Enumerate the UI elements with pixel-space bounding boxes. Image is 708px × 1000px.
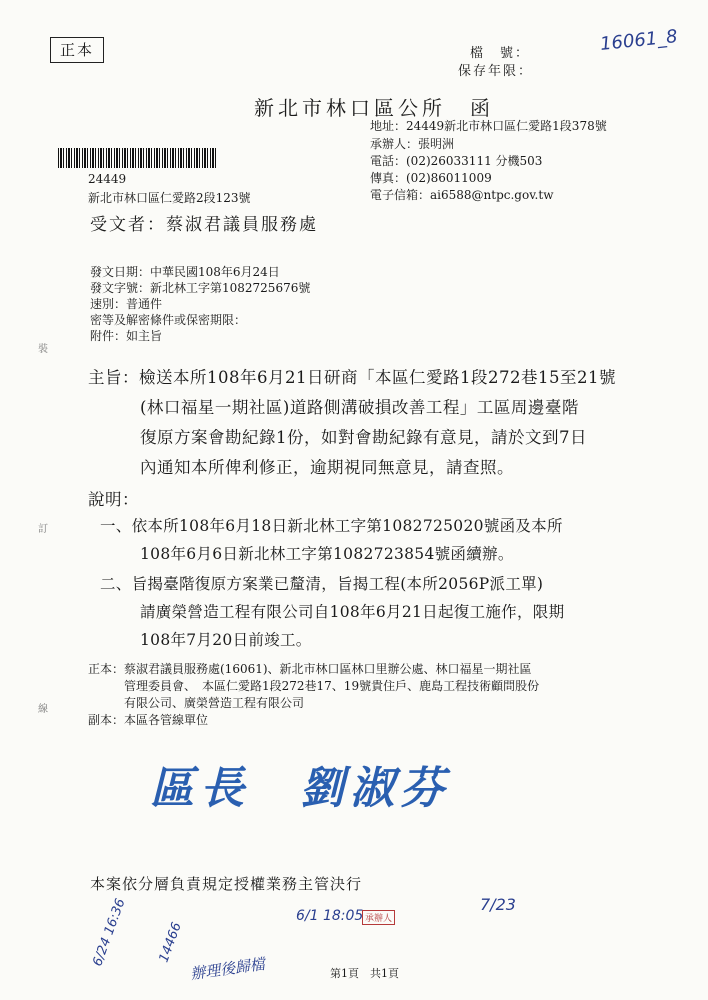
subject-line: 主旨：檢送本所108年6月21日研商「本區仁愛路1段272巷15至21號 xyxy=(88,368,616,387)
secrecy-level: 密等及解密條件或保密期限： xyxy=(90,313,247,327)
contact-phone: 電話：(02)26033111 分機503 xyxy=(370,154,543,168)
file-number-label: 檔 號： xyxy=(470,46,531,61)
recipient-postal-code: 24449 xyxy=(88,172,127,186)
contact-email: 電子信箱：ai6588@ntpc.gov.tw xyxy=(370,188,554,202)
contact-handler: 承辦人：張明洲 xyxy=(370,137,455,151)
delegation-note: 本案依分層負責規定授權業務主管決行 xyxy=(90,875,363,893)
explanation-line: 一、依本所108年6月18日新北林工字第1082725020號函及本所 xyxy=(100,517,563,535)
cc-line: 有限公司、廣榮營造工程有限公司 xyxy=(124,696,305,710)
secondary-copy: 副本：本區各管線單位 xyxy=(88,713,209,727)
subject-line: (林口福星一期社區)道路側溝破損改善工程」工區周邊臺階 xyxy=(140,398,579,417)
handwritten-file-number: 16061_8 xyxy=(599,25,679,56)
explanation-line: 108年7月20日前竣工。 xyxy=(140,631,312,649)
approval-stamp: 承辦人 xyxy=(362,910,395,925)
explanation-line: 108年6月6日新北林工字第1082723854號函續辦。 xyxy=(140,545,514,563)
delivery-speed: 速別：普通件 xyxy=(90,297,163,311)
handwritten-note: 辦理後歸檔 xyxy=(189,954,266,984)
handwritten-note: 6/1 18:05 xyxy=(296,908,364,924)
explanation-label: 說明： xyxy=(88,490,139,509)
binding-mark-2: 訂 xyxy=(38,524,48,535)
handwritten-note: 7/23 xyxy=(480,895,516,914)
recipient: 受文者：蔡淑君議員服務處 xyxy=(90,215,318,235)
retention-label: 保存年限： xyxy=(458,64,534,79)
cc-line: 正本：蔡淑君議員服務處(16061)、新北市林口區林口里辦公處、林口福星一期社區 xyxy=(88,662,532,676)
mayor-signature-seal: 區長 劉淑芬 xyxy=(150,763,450,814)
recipient-address: 新北市林口區仁愛路2段123號 xyxy=(88,191,251,205)
issue-date: 發文日期：中華民國108年6月24日 xyxy=(90,265,280,279)
subject-line: 內通知本所俾利修正，逾期視同無意見，請查照。 xyxy=(140,458,514,477)
binding-mark-3: 線 xyxy=(38,704,48,715)
contact-address: 地址：24449新北市林口區仁愛路1段378號 xyxy=(370,119,607,133)
copy-label: 正本 xyxy=(50,37,104,63)
subject-line: 復原方案會勘紀錄1份，如對會勘紀錄有意見，請於文到7日 xyxy=(140,428,587,447)
explanation-line: 二、旨揭臺階復原方案業已釐清，旨揭工程(本所2056P派工單) xyxy=(100,575,544,593)
explanation-line: 請廣榮營造工程有限公司自108年6月21日起復工施作，限期 xyxy=(140,603,565,621)
barcode xyxy=(58,148,218,168)
contact-fax: 傳真：(02)86011009 xyxy=(370,171,492,185)
handwritten-note: 6/24 16:36 xyxy=(90,896,129,969)
document-title: 新北市林口區公所 函 xyxy=(254,96,494,120)
binding-mark-1: 裝 xyxy=(38,344,48,355)
document-number: 發文字號：新北林工字第1082725676號 xyxy=(90,281,311,295)
page-number: 第1頁 共1頁 xyxy=(330,967,399,980)
handwritten-note: 14466 xyxy=(156,920,185,965)
cc-line: 管理委員會、 本區仁愛路1段272巷17、19號貴住戶、鹿島工程技術顧問股份 xyxy=(124,679,540,693)
attachment: 附件：如主旨 xyxy=(90,329,163,343)
